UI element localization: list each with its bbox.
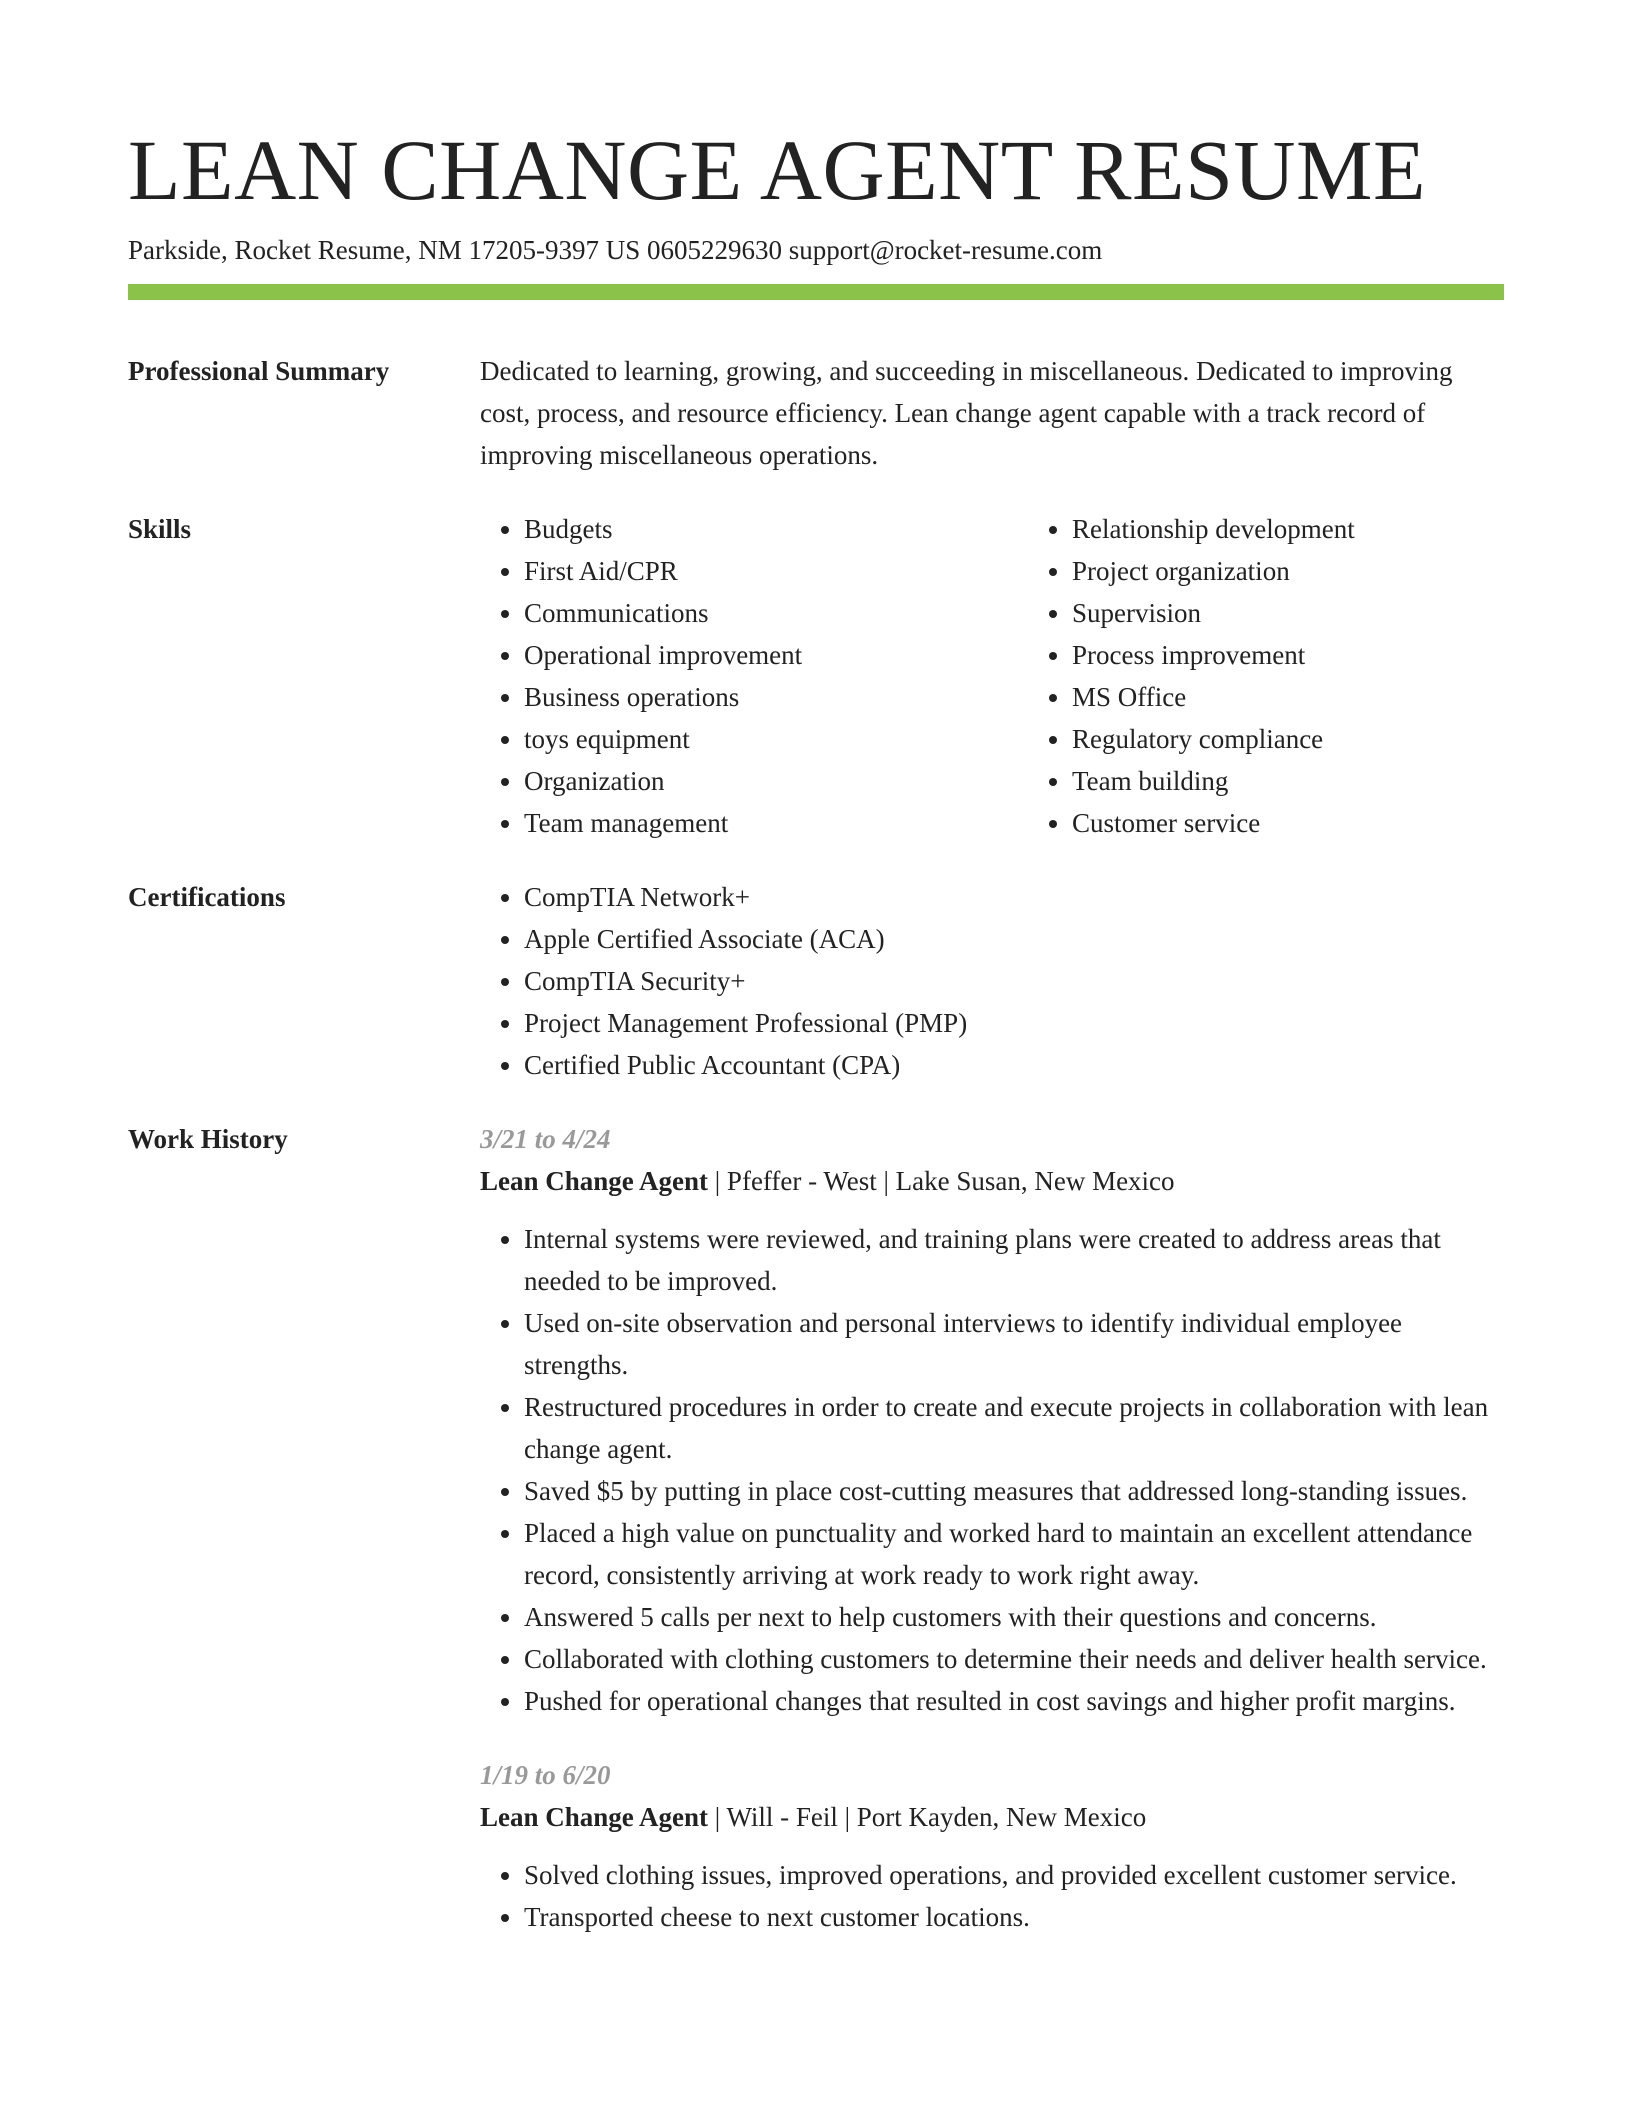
work-history-label: Work History: [128, 1124, 288, 1154]
skill-item: • Communications: [524, 592, 984, 634]
job-bullet: • Pushed for operational changes that resulted in cost savings and higher profit margins.: [524, 1680, 1504, 1722]
skill-item: • MS Office: [1072, 676, 1532, 718]
job-bullet: • Answered 5 calls per next to help customers with their questions and concerns.: [524, 1596, 1504, 1638]
skill-item: • Operational improvement: [524, 634, 984, 676]
header-divider: [128, 284, 1504, 300]
skill-item: • Relationship development: [1072, 508, 1532, 550]
job-entry: [480, 1118, 1504, 1722]
skill-item: • Business operations: [524, 676, 984, 718]
skill-item: • Project organization: [1072, 550, 1532, 592]
job-details: | Pfeffer - West | Lake Susan, New Mexico: [708, 1166, 1175, 1196]
contact-line: [128, 232, 1504, 268]
job-bullets: [480, 1854, 1504, 1938]
certifications-list: [480, 876, 1504, 1086]
skill-item: • Budgets: [524, 508, 984, 550]
summary-label: Professional Summary: [128, 356, 390, 386]
skill-item: • Process improvement: [1072, 634, 1532, 676]
certification-item: • Certified Public Accountant (CPA): [524, 1044, 1504, 1086]
certification-item: • CompTIA Network+: [524, 876, 1504, 918]
skill-item: • Team building: [1072, 760, 1532, 802]
contact-phone: 0605229630: [646, 235, 782, 265]
resume-page: [128, 120, 1504, 1938]
certification-item: • Project Management Professional (PMP): [524, 1002, 1504, 1044]
job-bullet: • Used on-site observation and personal interviews to identify individual employee strengths.: [524, 1302, 1504, 1386]
skills-list-left: [480, 508, 984, 844]
job-bullet: • Saved $5 by putting in place cost-cutting measures that addressed long-standing issues.: [524, 1470, 1504, 1512]
skills-label: Skills: [128, 514, 192, 544]
certification-item: • CompTIA Security+: [524, 960, 1504, 1002]
certifications-section: [128, 876, 1504, 1086]
job-bullet: • Transported cheese to next customer locations.: [524, 1896, 1504, 1938]
summary-section: [128, 350, 1504, 476]
skill-item: • Customer service: [1072, 802, 1532, 844]
contact-email: support@rocket-resume.com: [788, 235, 1103, 265]
skill-item: • Team management: [524, 802, 984, 844]
resume-title: LEAN CHANGE AGENT RESUME: [128, 122, 1427, 218]
job-title-line: [480, 1796, 1504, 1838]
work-history-section: [128, 1118, 1504, 1938]
job-entry: [480, 1754, 1504, 1938]
skill-item: • Organization: [524, 760, 984, 802]
job-bullet: • Solved clothing issues, improved operations, and provided excellent customer service.: [524, 1854, 1504, 1896]
skills-list-right: [1028, 508, 1532, 844]
skill-item: • Supervision: [1072, 592, 1532, 634]
skill-item: • First Aid/CPR: [524, 550, 984, 592]
job-bullet: • Collaborated with clothing customers to determine their needs and deliver health service.: [524, 1638, 1504, 1680]
job-details: | Will - Feil | Port Kayden, New Mexico: [708, 1802, 1147, 1832]
job-dates: 1/19 to 6/20: [480, 1760, 611, 1790]
job-role: Lean Change Agent: [480, 1166, 709, 1196]
job-dates: 3/21 to 4/24: [480, 1124, 611, 1154]
certifications-label: Certifications: [128, 882, 286, 912]
job-bullet: • Placed a high value on punctuality and worked hard to maintain an excellent attendance record, consistently arriving at work ready to work right away.: [524, 1512, 1504, 1596]
contact-address: Parkside, Rocket Resume, NM 17205-9397 US: [128, 235, 641, 265]
skill-item: • Regulatory compliance: [1072, 718, 1532, 760]
job-bullets: [480, 1218, 1504, 1722]
skills-section: [128, 508, 1504, 844]
skills-columns: [480, 508, 1576, 844]
certifications-body: [480, 876, 1504, 1086]
job-bullet: • Restructured procedures in order to create and execute projects in collaboration with lean change agent.: [524, 1386, 1504, 1470]
summary-text: Dedicated to learning, growing, and succeeding in miscellaneous. Dedicated to improving cost, process, and resource efficiency. Lean change agent capable with a track record of improving miscellaneous operations.: [480, 356, 1453, 470]
job-bullet: • Internal systems were reviewed, and training plans were created to address areas that needed to be improved.: [524, 1218, 1504, 1302]
work-history-body: [480, 1118, 1504, 1938]
skill-item: • toys equipment: [524, 718, 984, 760]
job-role: Lean Change Agent: [480, 1802, 709, 1832]
job-title-line: [480, 1160, 1504, 1202]
certification-item: • Apple Certified Associate (ACA): [524, 918, 1504, 960]
